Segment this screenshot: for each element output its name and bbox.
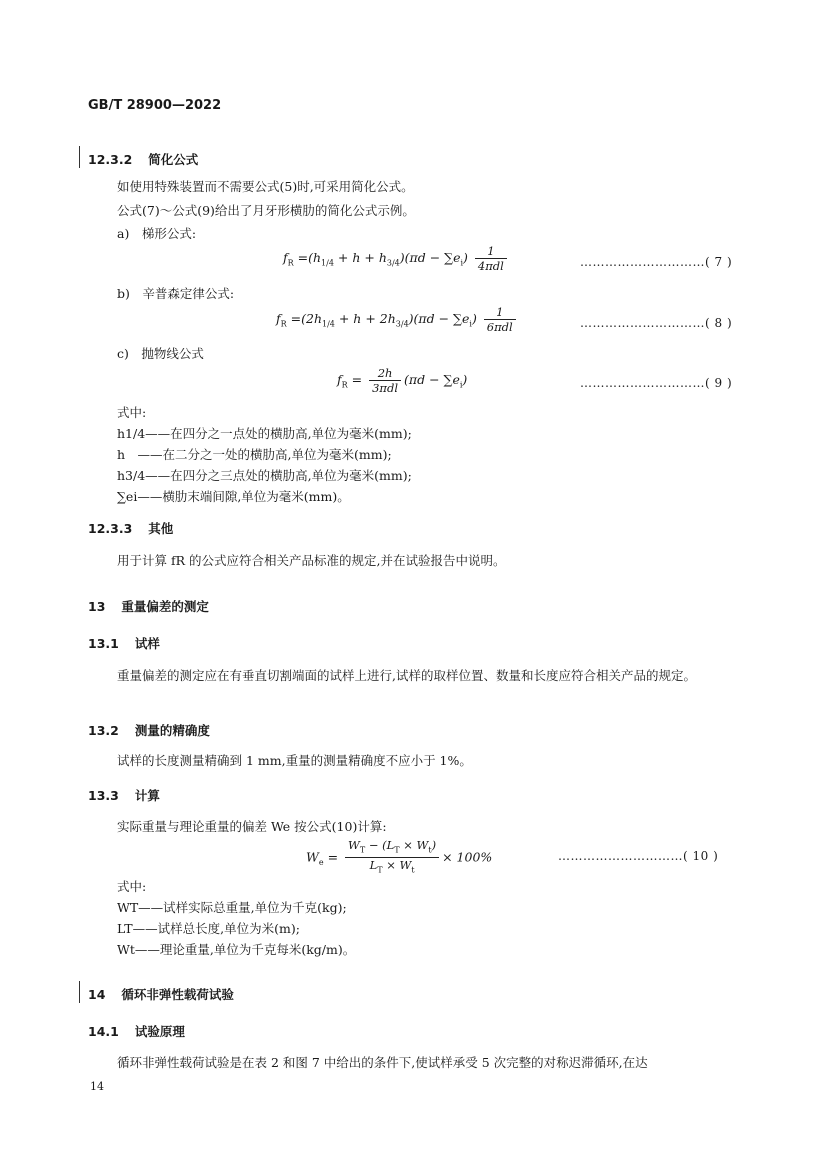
- equation-number: …………………………( 8 ): [580, 316, 733, 330]
- paragraph: 试样的长度测量精确到 1 mm,重量的测量精确度不应小于 1%。: [117, 753, 472, 768]
- section-13-heading: [88, 597, 209, 615]
- paragraph: 重量偏差的测定应在有垂直切割端面的试样上进行,试样的取样位置、数量和长度应符合相关产品的规定。: [117, 668, 696, 683]
- section-13-2-heading: [88, 721, 210, 739]
- section-title: 其他: [148, 521, 174, 536]
- section-title: 简化公式: [148, 152, 199, 167]
- section-number: 12.3.2: [88, 152, 133, 167]
- section-14-1-heading: [88, 1022, 185, 1040]
- page-number: 14: [90, 1080, 104, 1093]
- paragraph: 公式(7)～公式(9)给出了月牙形横肋的简化公式示例。: [117, 203, 415, 218]
- section-title: 循环非弹性载荷试验: [121, 987, 234, 1002]
- paragraph: 用于计算 fR 的公式应符合相关产品标准的规定,并在试验报告中说明。: [117, 553, 506, 568]
- definition-item: h1/4——在四分之一点处的横肋高,单位为毫米(mm);: [117, 426, 412, 441]
- section-number: 13.2: [88, 723, 119, 738]
- definition-item: Wt——理论重量,单位为千克每米(kg/m)。: [117, 942, 356, 957]
- equation-number: …………………………( 9 ): [580, 376, 733, 390]
- equation-9: $f_R$ = $\frac{2h}{\text{3πdl}}$ $(\pi d - \sum e_i)$: [337, 366, 468, 395]
- equation-8: $f_R =(2h_{1/4} + h + 2h_{3/4})(\pi d - \sum e_i)$ $\frac{1}{\text{6πdl}}$: [276, 305, 519, 334]
- section-title: 试验原理: [134, 1024, 185, 1039]
- list-label-a: a) 梯形公式:: [117, 226, 197, 241]
- definition-item: WT——试样实际总重量,单位为千克(kg);: [117, 900, 347, 915]
- revision-bar: [79, 146, 80, 168]
- section-12-3-3-heading: [88, 519, 173, 537]
- equation-number: …………………………( 10 ): [558, 849, 719, 863]
- section-13-3-heading: [88, 786, 160, 804]
- section-13-1-heading: [88, 634, 160, 652]
- standard-code: GB/T 28900—2022: [88, 98, 222, 113]
- where-label: 式中:: [117, 405, 147, 420]
- definition-item: ∑ei——横肋末端间隙,单位为毫米(mm)。: [117, 489, 350, 504]
- definition-item: h ——在二分之一处的横肋高,单位为毫米(mm);: [117, 447, 392, 462]
- section-number: 13: [88, 599, 106, 614]
- section-number: 14: [88, 987, 106, 1002]
- where-label: 式中:: [117, 879, 147, 894]
- definition-item: h3/4——在四分之三点处的横肋高,单位为毫米(mm);: [117, 468, 412, 483]
- section-title: 测量的精确度: [134, 723, 210, 738]
- section-title: 计算: [134, 788, 160, 803]
- paragraph: 循环非弹性载荷试验是在表 2 和图 7 中给出的条件下,使试样承受 5 次完整的对称迟滞循环,在达: [117, 1055, 648, 1070]
- section-number: 13.3: [88, 788, 119, 803]
- list-label-b: b) 辛普森定律公式:: [117, 286, 235, 301]
- section-title: 重量偏差的测定: [121, 599, 209, 614]
- section-number: 14.1: [88, 1024, 119, 1039]
- section-number: 12.3.3: [88, 521, 133, 536]
- equation-10: $W_e$ = $\frac{W_T - (L_T \times W_t)}{L_T \times W_t}$ × 100%: [306, 838, 493, 875]
- definition-item: LT——试样总长度,单位为米(m);: [117, 921, 300, 936]
- section-title: 试样: [134, 636, 160, 651]
- equation-number: …………………………( 7 ): [580, 255, 733, 269]
- section-14-heading: [88, 985, 234, 1003]
- equation-7: $f_R =(h_{1/4} + h + h_{3/4})(\pi d - \sum e_i)$ $\frac{1}{\text{4πdl}}$: [283, 244, 510, 273]
- paragraph: 实际重量与理论重量的偏差 We 按公式(10)计算:: [117, 819, 387, 834]
- section-number: 13.1: [88, 636, 119, 651]
- section-12-3-2-heading: [88, 150, 198, 168]
- revision-bar: [79, 981, 80, 1003]
- paragraph: 如使用特殊装置而不需要公式(5)时,可采用简化公式。: [117, 179, 414, 194]
- list-label-c: c) 抛物线公式: [117, 346, 204, 361]
